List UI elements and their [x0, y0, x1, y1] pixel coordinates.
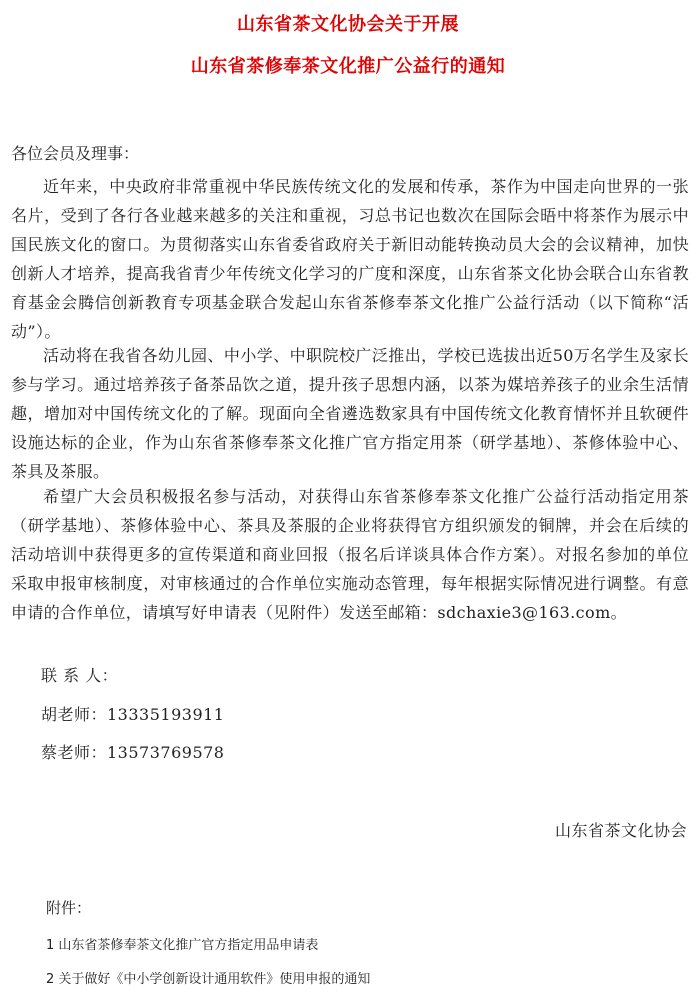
greeting: 各位会员及理事： — [11, 144, 140, 163]
contact-cai: 蔡老师：13573769578 — [41, 743, 225, 762]
signature: 山东省茶文化协会 — [554, 821, 687, 840]
paragraph-text: 希望广大会员积极报名参与活动，对获得山东省茶修奉茶文化推广公益行活动指定用茶（研学基地）、茶修体验中心、茶具及茶服的企业将获得官方组织颁发的铜牌，并会在后续的活动培训中获得更多的宣传渠道和商业回报（报名后详谈具体合作方案）。对报名参加的单位采取申报审核制度，对审核通过的合作单位实施动态管理，每年根据实际情况进行调整。有意申请的合作单位，请填写好申请表（见附件）发送至邮箱：sdchaxie3@163.com。 — [11, 487, 689, 622]
attachment-item-2[interactable]: 2 关于做好《中小学创新设计通用软件》使用申报的通知 — [46, 972, 371, 987]
notice-title-line-2: 山东省茶修奉茶文化推广公益行的通知 — [190, 56, 506, 77]
contacts-label: 联 系 人： — [41, 666, 119, 685]
paragraph-invitation — [11, 482, 689, 627]
attachments-heading: 附件： — [46, 899, 92, 917]
attachment-item-1[interactable]: 1 山东省茶修奉茶文化推广官方指定用品申请表 — [46, 938, 319, 953]
paragraph-text: 近年来，中央政府非常重视中华民族传统文化的发展和传承，茶作为中国走向世界的一张名片，受到了各行各业越来越多的关注和重视，习总书记也数次在国际会晤中将茶作为展示中国民族文化的窗口。为贯彻落实山东省委省政府关于新旧动能转换动员大会的会议精神，加快创新人才培养，提高我省青少年传统文化学习的广度和深度，山东省茶文化协会联合山东省教育基金会腾信创新教育专项基金联合发起山东省茶修奉茶文化推广公益行活动（以下简称“活动”）。 — [11, 177, 689, 341]
paragraph-background — [11, 172, 689, 346]
paragraph-text: 活动将在我省各幼儿园、中小学、中职院校广泛推出，学校已选拔出近50万名学生及家长参与学习。通过培养孩子备茶品饮之道，提升孩子思想内涵，以茶为媒培养孩子的业余生活情趣，增加对中国传统文化的了解。现面向全省遴选数家具有中国传统文化教育情怀并且软硬件设施达标的企业，作为山东省茶修奉茶文化推广官方指定用茶（研学基地）、茶修体验中心、茶具及茶服。 — [11, 346, 689, 481]
contact-hu: 胡老师：13335193911 — [41, 705, 225, 724]
notice-title-line-1: 山东省茶文化协会关于开展 — [237, 14, 459, 35]
paragraph-activity — [11, 341, 689, 486]
